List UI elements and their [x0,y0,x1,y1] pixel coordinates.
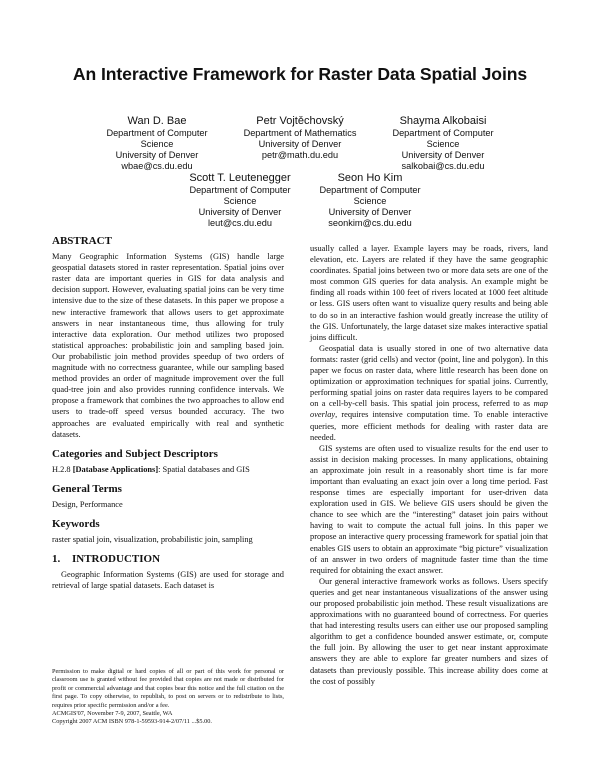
author-block [170,172,310,229]
author-block [230,115,370,161]
author-affiliation: Science [426,139,460,149]
body-text: , requires intensive computation time. To enable interactive queries, more efficient methods for dealing with raster data are needed. [310,410,548,442]
author-affiliation: University of Denver [198,207,282,217]
abstract-heading: ABSTRACT [52,235,112,247]
introduction-text: Geographic Information Systems (GIS) are used for storage and retrieval of large spatial datasets. Each dataset is [52,570,284,591]
introduction-heading [52,554,284,565]
keywords-heading: Keywords [52,518,100,531]
author-affiliation: Department of Computer [392,128,494,138]
author-block [305,172,435,229]
author-email: wbae@cs.du.edu [121,161,193,171]
author-block [92,115,222,172]
author-name: Scott T. Leutenegger [189,172,291,184]
emphasis-text: map overlay [310,399,548,420]
author-email: leut@cs.du.edu [208,218,272,228]
author-email: salkobai@cs.du.edu [401,161,485,171]
body-paragraph: usually called a layer. Example layers may be roads, rivers, land elevation, etc. Layers are related if they have the same geographic coordinates. Spatial joins between two or more data sets are one of the most common GIS queries for data analysis. An example might be finding all roads within 100 feet of rivers located at 1000 feet altitude or less. GIS users often want to visualize query results and being able to do so in an interactive fashion would greatly increase the utility of the GIS. Unfortunately, the large dataset size makes interactive spatial joins difficult. [310,244,548,342]
author-name: Seon Ho Kim [337,172,403,184]
abstract-text: Many Geographic Information Systems (GIS) handle large geospatial datasets stored in raster representation. Spatial joins over raster data are important queries in GIS for data analysis and decision support. However, evaluating spatial joins can be very time intensive due to the size of these datasets. In this paper we propose a new interactive framework that allows users to get approximate answers in near instantaneous time, thus allowing for truly interactive data exploration. Our method utilizes two proposed statistical approaches: probabilistic join and sampling based join. Our probabilistic join method provides speedup of two orders of magnitude with no correctness guarantee, while our sampling based method provides an order of magnitude improvement over the full quad-tree join and also provides running confidence intervals. We propose a framework that combines the two approaches to allow end users to trade-off speed versus bounded accuracy. The two approaches are evaluated empirically with real and synthetic datasets. [52,252,284,439]
author-affiliation: University of Denver [258,139,342,149]
permission-text: Permission to make digital or hard copies of all or part of this work for personal or classroom use is granted without fee provided that copies are not made or distributed for profit or commercial advantage and that copies bear this notice and the full citation on the first page. To copy otherwise, to republish, to post on servers or to redistribute to lists, requires prior specific permission and/or a fee. [52,668,284,709]
author-name: Shayma Alkobaisi [399,115,487,127]
author-affiliation: Science [223,196,257,206]
conference-line: ACMGIS'07, November 7-9, 2007, Seattle, WA [52,710,173,718]
left-column [52,236,284,592]
body-paragraph: Our general interactive framework works as follows. Users specify queries and get near instantaneous visualizations of the answer using our proposed probabilistic join method. These result visualizations are approximations with no guaranteed bound of correctness. For queries that had interesting results users can either use our proposed sampling algorithm to get a confidence bounded answer estimate, or, compute the full join. By allowing the user to get near instant approximate answers they are able to explore far greater numbers and sizes of datasets than previously possible. This increase ability does come at the cost of possibly [310,576,548,686]
author-affiliation: University of Denver [328,207,412,217]
author-affiliation: University of Denver [401,150,485,160]
author-name: Wan D. Bae [127,115,187,127]
body-paragraph: GIS systems are often used to visualize results for the end user to assist in decision making processes. In many applications, obtaining an approximate join result in a reasonably short time is far more important than evaluating an exact join over a long time period. Fast response times are especially important for user-driven data exploration used in GIS. We believe GIS users should be given the chance to see which are the “interesting” dataset join pairs without having to wait to compute the actual full joins. In this paper we propose an interactive query processing framework for spatial join that enables GIS users to obtain an approximate “big picture” visualization of an answer in two orders of magnitude faster time than the time required for obtaining the exact answer. [310,443,548,575]
section-title: INTRODUCTION [72,553,161,566]
general-terms-text: Design, Performance [52,499,123,509]
copyright-line: Copyright 2007 ACM ISBN 978-1-59593-914-2/07/11 ...$5.00. [52,718,212,726]
paper-title: An Interactive Framework for Raster Data Spatial Joins [72,64,528,84]
category-name: [Database Applications] [72,464,159,474]
author-name: Petr Vojtěchovský [256,115,344,127]
section-number: 1. [52,553,61,566]
author-affiliation: University of Denver [115,150,199,160]
right-column [310,243,548,687]
categories-text [52,464,284,475]
body-paragraph [310,343,548,443]
category-rest: : Spatial databases and GIS [158,464,250,474]
author-block [378,115,508,172]
author-affiliation: Department of Computer [319,185,421,195]
author-affiliation: Department of Computer [106,128,208,138]
categories-heading: Categories and Subject Descriptors [52,447,218,460]
category-code: H.2.8 [52,464,71,474]
author-affiliation: Science [140,139,174,149]
author-affiliation: Department of Mathematics [243,128,357,138]
author-affiliation: Science [353,196,387,206]
permission-footnote [52,668,284,727]
author-email: seonkim@cs.du.edu [328,218,412,228]
general-terms-heading: General Terms [52,482,122,495]
keywords-text: raster spatial join, visualization, probabilistic join, sampling [52,535,253,545]
body-text: Geospatial data is usually stored in one of two alternative data formats: raster (grid cells) and vector (point, line and polygon). In this paper we focus on raster data, where little research has been done on optimization or approximation techniques for spatial joins. Currently, performing spatial joins on raster data requires layers to be compared on a cell-by-cell basis. This spatial join process, referred to as [310,343,548,409]
author-email: petr@math.du.edu [261,150,339,160]
author-affiliation: Department of Computer [189,185,291,195]
